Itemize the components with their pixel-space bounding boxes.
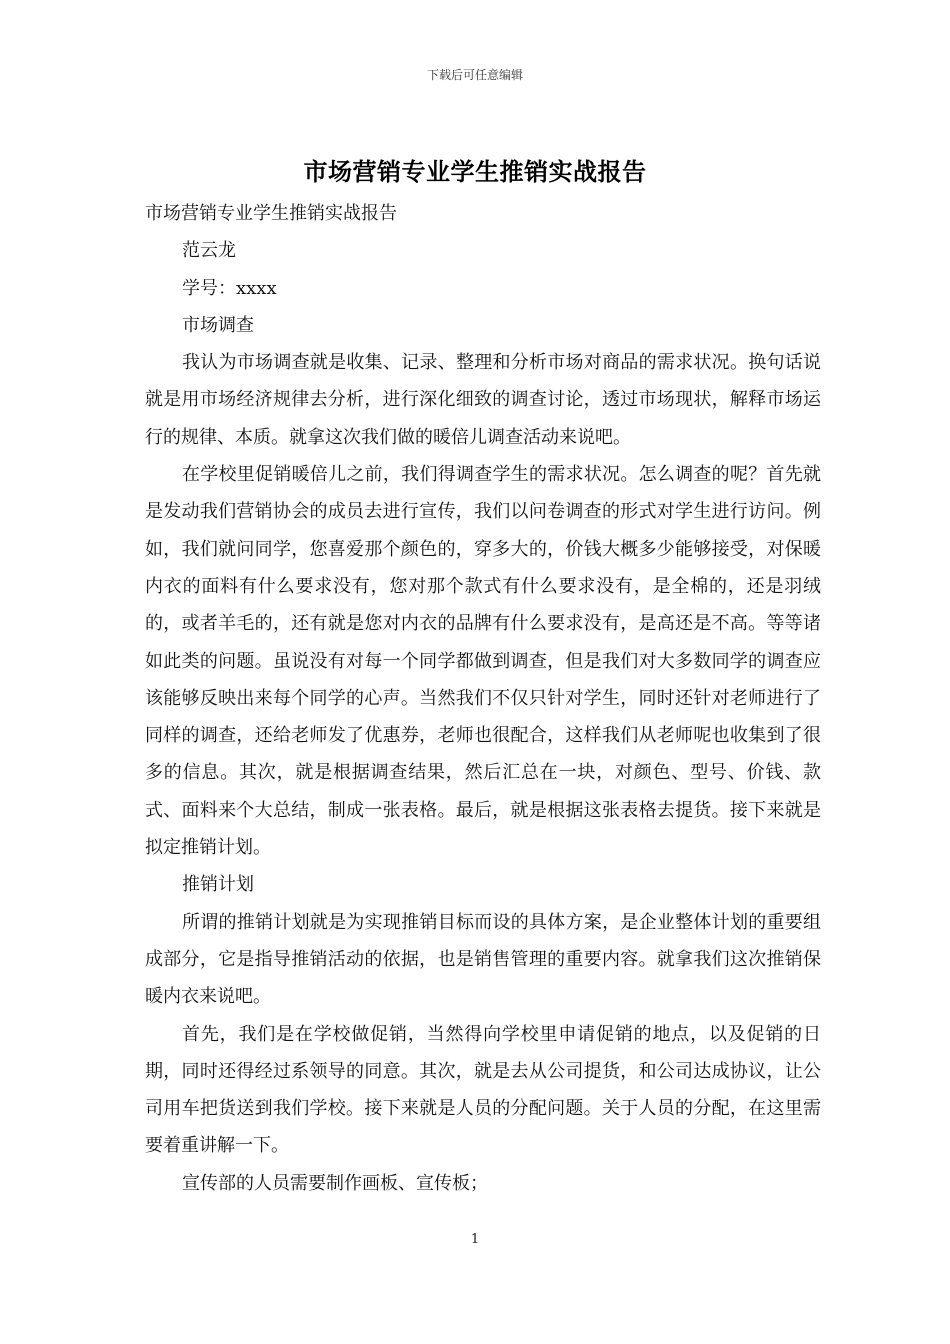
document-title: 市场营销专业学生推销实战报告 [303, 157, 647, 186]
section-heading-sales-plan: 推销计划 [182, 874, 254, 896]
section-heading-market-research: 市场调查 [182, 314, 254, 336]
paragraph: 在学校里促销暖倍儿之前，我们得调查学生的需求状况。怎么调查的呢？首先就是发动我们营销协会的成员去进行宣传，我们以问卷调查的形式对学生进行访问。例如，我们就问同学，您喜爱那个颜色的，穿多大的，价钱大概多少能够接受，对保暖内衣的面料有什么要求没有，您对那个款式有什么要求没有，是全棉的，还是羽绒的，或者羊毛的，还有就是您对内衣的品牌有什么要求没有，是高还是不高。等等诸如此类的问题。虽说没有对每一个同学都做到调查，但是我们对大多数同学的调查应该能够反映出来每个同学的心声。当然我们不仅只针对学生，同时还针对老师进行了同样的调查，还给老师发了优惠券，老师也很配合，这样我们从老师呢也收集到了很多的信息。其次，就是根据调查结果，然后汇总在一块，对颜色、型号、价钱、款式、面料来个大总结，制成一张表格。最后，就是根据这张表格去提货。接下来就是拟定推销计划。 [145, 464, 821, 859]
header-note: 下载后可任意编辑 [426, 68, 523, 82]
page-number: 1 [470, 1232, 480, 1247]
paragraph: 首先，我们是在学校做促销，当然得向学校里申请促销的地点，以及促销的日期，同时还得经过系领导的同意。其次，就是去从公司提货，和公司达成协议，让公司用车把货送到我们学校。接下来就是人员的分配问题。关于人员的分配，在这里需要着重讲解一下。 [145, 1023, 821, 1157]
paragraph: 宣传部的人员需要制作画板、宣传板； [182, 1172, 488, 1194]
student-id: 学号：xxxx [182, 277, 277, 299]
document-body [145, 195, 821, 1202]
paragraph: 我认为市场调查就是收集、记录、整理和分析市场对商品的需求状况。换句话说就是用市场经济规律去分析，进行深化细致的调查讨论，透过市场现状，解释市场运行的规律、本质。就拿这次我们做的暖倍儿调查活动来说吧。 [145, 352, 821, 448]
author-name: 范云龙 [182, 240, 236, 262]
document-subtitle: 市场营销专业学生推销实战报告 [145, 203, 397, 224]
paragraph: 所谓的推销计划就是为实现推销目标而设的具体方案，是企业整体计划的重要组成部分，它是指导推销活动的依据，也是销售管理的重要内容。就拿我们这次推销保暖内衣来说吧。 [145, 911, 821, 1008]
